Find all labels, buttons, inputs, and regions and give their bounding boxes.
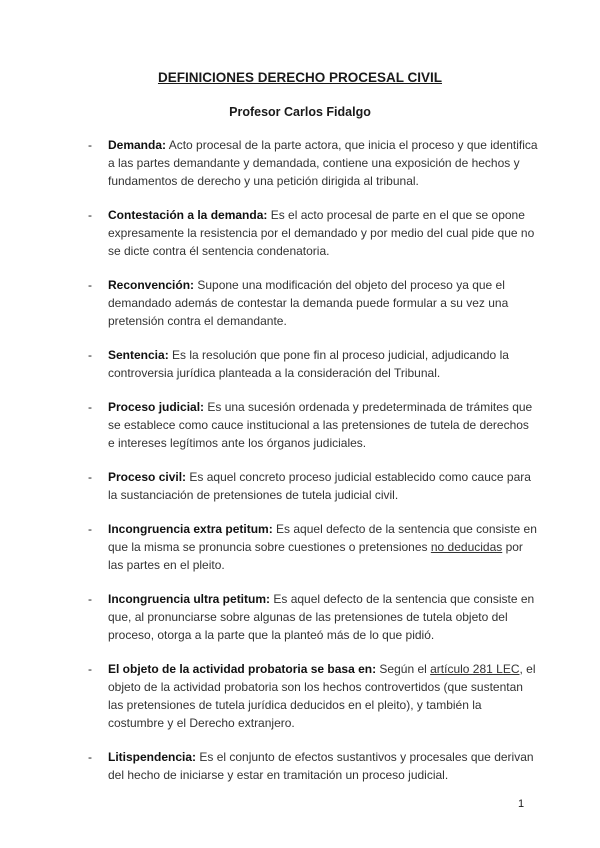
- list-bullet: -: [88, 750, 92, 764]
- page-number: 1: [518, 798, 525, 810]
- definition-text: Es la resolución que pone fin al proceso judicial, adjudicando la controversia jurídica planteada a la consideración del Tribunal.: [108, 348, 509, 380]
- list-bullet: -: [88, 348, 92, 362]
- definition-term: Litispendencia:: [108, 750, 197, 764]
- definition-item-contestacion: [88, 206, 538, 260]
- definitions-list: [88, 136, 538, 784]
- document-author: Profesor Carlos Fidalgo: [229, 105, 371, 119]
- list-bullet: -: [88, 400, 92, 414]
- list-bullet: -: [88, 138, 92, 152]
- definition-term: Sentencia:: [108, 348, 169, 362]
- definition-item-proceso-judicial: [88, 398, 538, 452]
- definition-item-actividad-probatoria: [88, 660, 538, 732]
- definition-term: Reconvención:: [108, 278, 195, 292]
- definition-text-after: por las partes en el pleito.: [108, 540, 523, 572]
- definition-item-sentencia: [88, 346, 538, 382]
- definition-term: Incongruencia ultra petitum:: [108, 592, 271, 606]
- definition-text: Acto procesal de la parte actora, que inicia el proceso y que identifica a las partes demandante y demandada, contiene una exposición de hechos y fundamentos de derecho y una petición dirigida al tribunal.: [108, 138, 538, 188]
- article-reference-link: artículo 281 LEC: [430, 662, 520, 676]
- list-bullet: -: [88, 470, 92, 484]
- definition-text: Es una sucesión ordenada y predeterminada de trámites que se establece como cauce institucional a las pretensiones de tutela de derechos e intereses legítimos ante los órganos judiciales.: [108, 400, 533, 450]
- definition-text: Supone una modificación del objeto del proceso ya que el demandado además de contestar la demanda puede formular a su vez una pretensión contra el demandante.: [108, 278, 509, 328]
- list-bullet: -: [88, 522, 92, 536]
- definition-text: Es aquel defecto de la sentencia que consiste en que, al pronunciarse sobre algunas de las pretensiones de tutela objeto del proceso, otorga a la parte que la planteó más de lo que pidió.: [108, 592, 535, 642]
- definition-item-litispendencia: [88, 748, 538, 784]
- definition-item-demanda: [88, 136, 538, 190]
- definition-item-reconvencion: [88, 276, 538, 330]
- definition-term: Contestación a la demanda:: [108, 208, 268, 222]
- list-bullet: -: [88, 208, 92, 222]
- underlined-phrase: no deducidas: [430, 540, 503, 554]
- definition-text: Es el acto procesal de parte en el que se opone expresamente la resistencia por el demandado y por medio del cual pide que no se dicte contra él sentencia condenatoria.: [108, 208, 535, 258]
- definition-term: El objeto de la actividad probatoria se basa en:: [108, 662, 377, 676]
- definition-text: Es el conjunto de efectos sustantivos y procesales que derivan del hecho de iniciarse y estar en tramitación un proceso judicial.: [108, 750, 534, 782]
- definition-term: Proceso judicial:: [108, 400, 205, 414]
- list-bullet: -: [88, 278, 92, 292]
- document-title: DEFINICIONES DERECHO PROCESAL CIVIL: [157, 70, 443, 85]
- definition-text: Es aquel defecto de la sentencia que consiste en que la misma se pronuncia sobre cuestiones o pretensiones: [108, 522, 537, 554]
- definition-text: Es aquel concreto proceso judicial establecido como cauce para la sustanciación de pretensiones de tutela judicial civil.: [108, 470, 531, 502]
- definition-term: Incongruencia extra petitum:: [108, 522, 273, 536]
- definition-text-after: , el objeto de la actividad probatoria son los hechos controvertidos (que sustentan las pretensiones de tutela jurídica deducidos en el pleito), y también la costumbre y el Derecho extranjero.: [108, 662, 536, 730]
- definition-item-extra-petitum: [88, 520, 538, 574]
- definition-item-proceso-civil: [88, 468, 538, 504]
- definition-term: Proceso civil:: [108, 470, 187, 484]
- list-bullet: -: [88, 662, 92, 676]
- definition-text: Según el: [376, 662, 431, 676]
- definition-term: Demanda:: [108, 138, 167, 152]
- list-bullet: -: [88, 592, 92, 606]
- definition-item-ultra-petitum: [88, 590, 538, 644]
